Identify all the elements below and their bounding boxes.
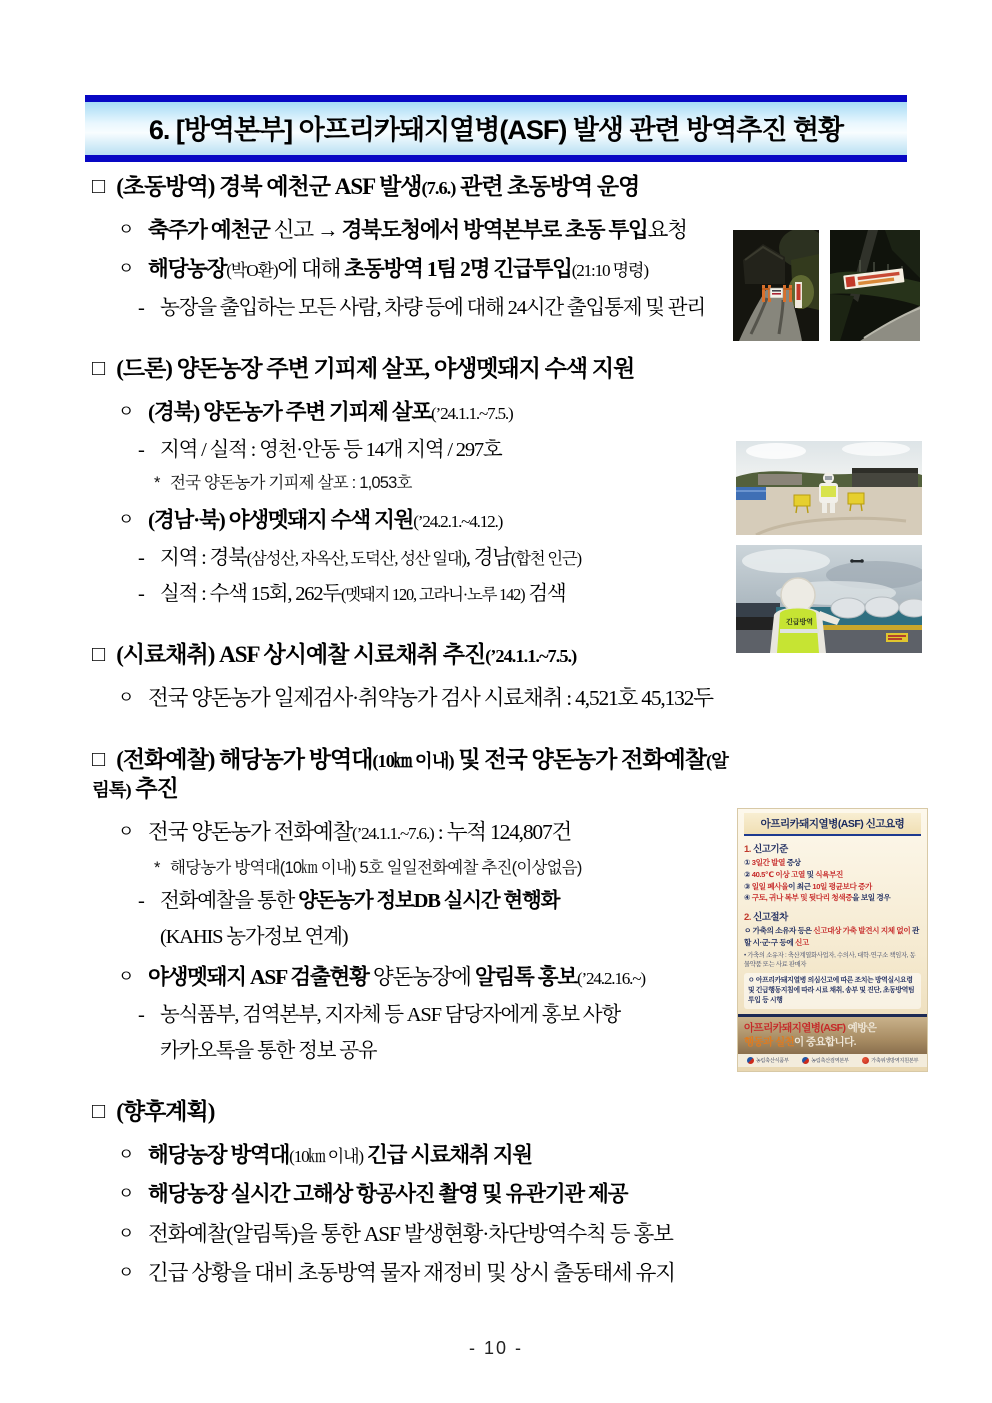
poster-criteria-item bbox=[744, 869, 921, 881]
text-run: 요청 bbox=[647, 217, 687, 242]
text-run: (삼성산, 자옥산, 도덕산, 성산 일대) bbox=[246, 549, 466, 569]
text-run: 및 bbox=[453, 746, 485, 772]
poster-action-box: ㅇ 아프리카돼지열병 의심신고에 따른 조치는 방역실시요령 및 긴급행동지침에 따라 시료 채취, 송부 및 진단, 초동방역팀 투입 등 시행 bbox=[744, 973, 921, 1010]
poster-title: 아프리카돼지열병(ASF) 신고요령 bbox=[744, 813, 921, 836]
poster-criteria-item bbox=[744, 881, 921, 893]
bullet-marker: * bbox=[154, 858, 160, 877]
bullet-marker: - bbox=[138, 890, 144, 913]
agency-logo-label: 가축위생방역지원본부 bbox=[871, 1057, 919, 1064]
text-run: 양돈농가 정보DB 실시간 현행화 bbox=[298, 890, 560, 913]
bullet-marker: ㅇ bbox=[118, 259, 133, 279]
agency-logo-icon bbox=[862, 1057, 869, 1064]
text-run: 지역 / 실적 : 영천·안동 등 14개 지역 / 297호 bbox=[160, 438, 502, 461]
text-run: 실적 : 수색 15회, 262두 bbox=[160, 583, 341, 606]
section-phone bbox=[92, 745, 732, 1065]
section-heading bbox=[92, 354, 732, 384]
text-run: 및 bbox=[804, 869, 816, 879]
text-run: 해당농장 방역대 bbox=[148, 1142, 290, 1167]
list-item bbox=[92, 684, 912, 712]
text-run: 전국 양돈농가 기피제 살포 : 1,053호 bbox=[170, 474, 412, 492]
bullet-marker: - bbox=[138, 1003, 144, 1026]
text-run: 전국 양돈농가 전화예찰 bbox=[148, 820, 353, 845]
photo-repellent-spray bbox=[736, 441, 922, 535]
vest-label: 긴급방역 bbox=[786, 619, 814, 626]
list-item bbox=[92, 295, 732, 322]
text-run: (’24.1.1.~7.5.) bbox=[485, 646, 577, 667]
agency-logo-icon bbox=[802, 1057, 809, 1064]
poster-section2-heading: 2. 신고절차 bbox=[744, 912, 788, 924]
text-run: (알림톡) bbox=[92, 750, 728, 801]
poster-owner-note: • 가축의 소유자 : 축산계열화사업자, 수의사, 대학·연구소 책임자, 동물약품 또는 사료 판매자 bbox=[744, 951, 916, 968]
storage-tank bbox=[831, 598, 865, 618]
night-roadblock-illustration bbox=[733, 230, 819, 341]
bullet-marker: * bbox=[154, 474, 160, 492]
bullet-marker: ㅇ bbox=[118, 822, 133, 842]
text-run: 추진 bbox=[130, 776, 178, 802]
bullet-marker: - bbox=[138, 438, 144, 461]
agency-logo-icon bbox=[747, 1057, 754, 1064]
text-run: (경남·북) 야생멧돼지 수색 지원 bbox=[148, 507, 414, 532]
section-heading bbox=[92, 172, 732, 202]
poster-slogan bbox=[738, 1017, 927, 1053]
text-run: (’24.1.1.~7.5.) bbox=[431, 403, 513, 423]
poster-logos bbox=[738, 1054, 927, 1067]
text-run: 전국 양돈농가 전화예찰 bbox=[484, 746, 706, 772]
bullet-marker: ㅇ bbox=[118, 1223, 133, 1243]
text-run: 관련 초동방역 운영 bbox=[455, 174, 640, 199]
text-run: 이 중요합니다. bbox=[794, 1036, 856, 1049]
list-item bbox=[92, 1259, 912, 1287]
text-run: 신고 → bbox=[269, 217, 342, 242]
asf-report-poster bbox=[737, 808, 928, 1072]
list-item bbox=[92, 963, 732, 991]
text-run: 전국 양돈농가 일제검사·취약농가 검사 시료채취 : 4,521호 45,132두 bbox=[148, 686, 713, 711]
text-run: 야생멧돼지 ASF 검출현황 bbox=[148, 964, 369, 989]
text-run: (KAHIS 농가정보 연계) bbox=[160, 926, 348, 949]
text-run: 을 보일 경우 bbox=[852, 893, 891, 903]
list-item bbox=[92, 1002, 732, 1029]
text-run: ① bbox=[744, 858, 752, 867]
dark-roof bbox=[736, 603, 780, 617]
text-run: (7.6.) bbox=[421, 178, 456, 198]
poster-slogan-line1 bbox=[744, 1022, 921, 1036]
list-item bbox=[92, 818, 732, 846]
list-item bbox=[92, 924, 732, 951]
text-run: 행동과 실천 bbox=[744, 1036, 795, 1049]
text-run: ② bbox=[744, 869, 752, 879]
text-run: 농식품부, 검역본부, 지자체 등 ASF 담당자에게 홍보 사항 bbox=[160, 1003, 620, 1026]
list-item bbox=[92, 545, 732, 572]
text-run: 카카오톡을 통한 정보 공유 bbox=[160, 1039, 377, 1062]
text-run: 식욕부진 bbox=[815, 869, 843, 879]
poster-procedure bbox=[744, 925, 921, 949]
text-run: (박O환) bbox=[226, 261, 278, 281]
bullet-marker: ㅇ bbox=[118, 401, 133, 421]
text-run: 알림톡 홍보 bbox=[474, 964, 577, 989]
text-run: 긴급 시료채취 지원 bbox=[362, 1142, 532, 1167]
page-number: - 10 - bbox=[468, 1338, 523, 1358]
square-bullet-marker: □ bbox=[92, 642, 105, 667]
text-run: : 누적 124,807건 bbox=[433, 820, 572, 845]
list-item bbox=[92, 506, 732, 534]
bullet-marker: ㅇ bbox=[118, 219, 133, 239]
list-item bbox=[92, 473, 732, 495]
text-run: 에 대해 bbox=[277, 257, 345, 282]
bullet-marker: ㅇ bbox=[118, 1263, 133, 1282]
text-run: (초동방역) 경북 예천군 ASF 발생 bbox=[116, 174, 422, 199]
text-run: (경북) 양돈농가 주변 기피제 살포 bbox=[148, 399, 432, 424]
text-run: 신고대상 가축 발견시 bbox=[813, 926, 880, 936]
text-run: (합천 인근) bbox=[510, 549, 581, 569]
list-item bbox=[92, 437, 732, 464]
text-run: (멧돼지 120, 고라니·노루 142) bbox=[341, 585, 525, 605]
agency-logo bbox=[802, 1057, 849, 1064]
text-run: 아프리카돼지열병(ASF) bbox=[744, 1022, 846, 1035]
text-run: (’24.2.1.~4.12.) bbox=[413, 511, 503, 531]
yellow-sign bbox=[886, 633, 908, 642]
list-item bbox=[92, 858, 732, 880]
text-run: 양돈농장에 bbox=[368, 964, 475, 989]
text-run: (21:10 명령) bbox=[571, 261, 648, 281]
agency-logo bbox=[862, 1057, 918, 1064]
text-run: 구토, 귀나 복부 및 뒷다리 청색증 bbox=[751, 893, 853, 903]
agency-logo bbox=[747, 1057, 789, 1064]
section-drone bbox=[92, 354, 732, 609]
text-run: 3일간 발열 bbox=[751, 858, 786, 867]
text-run: (시료채취) ASF 상시예찰 시료채취 추진 bbox=[116, 642, 486, 668]
list-item bbox=[92, 1038, 732, 1065]
text-run: 10일 평균보다 증가 bbox=[812, 881, 872, 891]
document-title: 6. [방역본부] 아프리카돼지열병(ASF) 발생 관련 방역추진 현황 bbox=[148, 115, 844, 145]
content bbox=[92, 172, 912, 1319]
poster-criteria-item bbox=[744, 857, 921, 869]
square-bullet-marker: □ bbox=[92, 746, 105, 771]
repellent-spray-illustration bbox=[736, 441, 922, 535]
text-run: 이 최근 bbox=[788, 881, 813, 891]
text-run: 지체 없이 bbox=[880, 926, 911, 936]
text-run: 관할 시·군·구 등에 bbox=[744, 926, 919, 947]
list-item bbox=[92, 1180, 912, 1208]
text-run: 초동방역 1팀 2명 긴급투입 bbox=[344, 257, 572, 282]
traffic-barrier bbox=[762, 285, 765, 302]
list-item bbox=[92, 216, 732, 244]
text-run: 해당농가 방역대(10㎞ 이내) 5호 일일전화예찰 추진(이상없음) bbox=[170, 858, 582, 877]
text-run: 전화예찰(알림톡)을 통한 ASF 발생현황·차단방역수칙 등 홍보 bbox=[148, 1221, 673, 1246]
list-item bbox=[92, 581, 732, 608]
text-run: ④ bbox=[744, 893, 752, 903]
storage-tank bbox=[899, 599, 922, 617]
blue-tarp bbox=[736, 487, 766, 500]
poster-criteria-list bbox=[744, 857, 921, 904]
text-run: 경북도청에서 방역본부로 초동 투입 bbox=[341, 217, 648, 242]
text-run: , 경남 bbox=[465, 547, 511, 570]
text-run: 축주가 예천군 bbox=[148, 217, 270, 242]
poster-slogan-line2 bbox=[744, 1036, 921, 1050]
text-run: 지역 : 경북 bbox=[160, 547, 247, 570]
text-run: (향후계획) bbox=[116, 1098, 215, 1124]
list-item bbox=[92, 255, 732, 283]
text-run: 신고 bbox=[795, 937, 809, 947]
text-run: (전화예찰) 해당농가 방역대 bbox=[116, 746, 373, 772]
bullet-marker: ㅇ bbox=[118, 1184, 133, 1204]
photo-night-roadblock bbox=[733, 230, 819, 341]
bullet-marker: ㅇ bbox=[118, 509, 133, 529]
bullet-marker: ㅇ bbox=[118, 1144, 133, 1164]
document-title-bar bbox=[85, 95, 907, 162]
drone-operation-illustration bbox=[736, 545, 922, 653]
photo-night-banner bbox=[830, 230, 920, 341]
square-bullet-marker: □ bbox=[92, 355, 105, 380]
text-run: 일일 폐사율 bbox=[751, 881, 789, 891]
square-bullet-marker: □ bbox=[92, 174, 105, 198]
agency-logo-label: 농림축산식품부 bbox=[755, 1057, 789, 1064]
bullet-marker: - bbox=[138, 547, 144, 570]
text-run: 긴급 상황을 대비 초동방역 물자 재정비 및 상시 출동태세 유지 bbox=[148, 1261, 675, 1285]
list-item bbox=[92, 888, 732, 915]
square-bullet-marker: □ bbox=[92, 1098, 105, 1123]
section-heading bbox=[92, 1097, 912, 1127]
text-run: 증상 bbox=[785, 858, 801, 867]
text-run: ③ bbox=[744, 881, 752, 891]
text-run: 해당농장 실시간 고해상 항공사진 촬영 및 유관기관 제공 bbox=[148, 1182, 628, 1207]
poster-section1-heading: 1. 신고기준 bbox=[744, 844, 788, 855]
section-heading bbox=[92, 745, 732, 805]
text-run: 검색 bbox=[524, 583, 566, 606]
poster-criteria-item bbox=[744, 892, 921, 904]
storage-tank bbox=[865, 597, 899, 617]
text-run: 해당농장 bbox=[148, 257, 227, 282]
agency-logo-label: 농림축산검역본부 bbox=[811, 1057, 849, 1064]
photo-drone-operation bbox=[736, 545, 922, 653]
text-run: (10㎞ 이내) bbox=[289, 1146, 363, 1166]
text-run: 전화예찰을 통한 bbox=[160, 890, 299, 913]
barn bbox=[852, 471, 918, 487]
text-run: 40.5℃ 이상 고열 bbox=[751, 869, 805, 879]
section-chodong bbox=[92, 172, 732, 322]
text-run: 농장을 출입하는 모든 사람, 차량 등에 대해 24시간 출입통제 및 관리 bbox=[160, 296, 705, 319]
night-banner-illustration bbox=[830, 230, 920, 341]
bullet-marker: - bbox=[138, 583, 144, 606]
section-plan bbox=[92, 1097, 912, 1287]
list-item bbox=[92, 1141, 912, 1169]
text-run: 예방은 bbox=[845, 1022, 877, 1035]
list-item bbox=[92, 398, 732, 426]
text-run: (10㎞ 이내) bbox=[372, 750, 454, 771]
bullet-marker: ㅇ bbox=[118, 688, 133, 708]
bullet-marker: ㅇ bbox=[118, 966, 133, 986]
list-item bbox=[92, 1220, 912, 1248]
text-run: (’24.1.1.~7.6.) bbox=[352, 824, 434, 844]
text-run: ㅇ 가축의 소유자 등은 bbox=[744, 926, 814, 936]
text-run: (드론) 양돈농장 주변 기피제 살포, 야생멧돼지 수색 지원 bbox=[116, 355, 635, 381]
bullet-marker: - bbox=[138, 296, 144, 319]
text-run: (’24.2.16.~) bbox=[576, 968, 645, 988]
